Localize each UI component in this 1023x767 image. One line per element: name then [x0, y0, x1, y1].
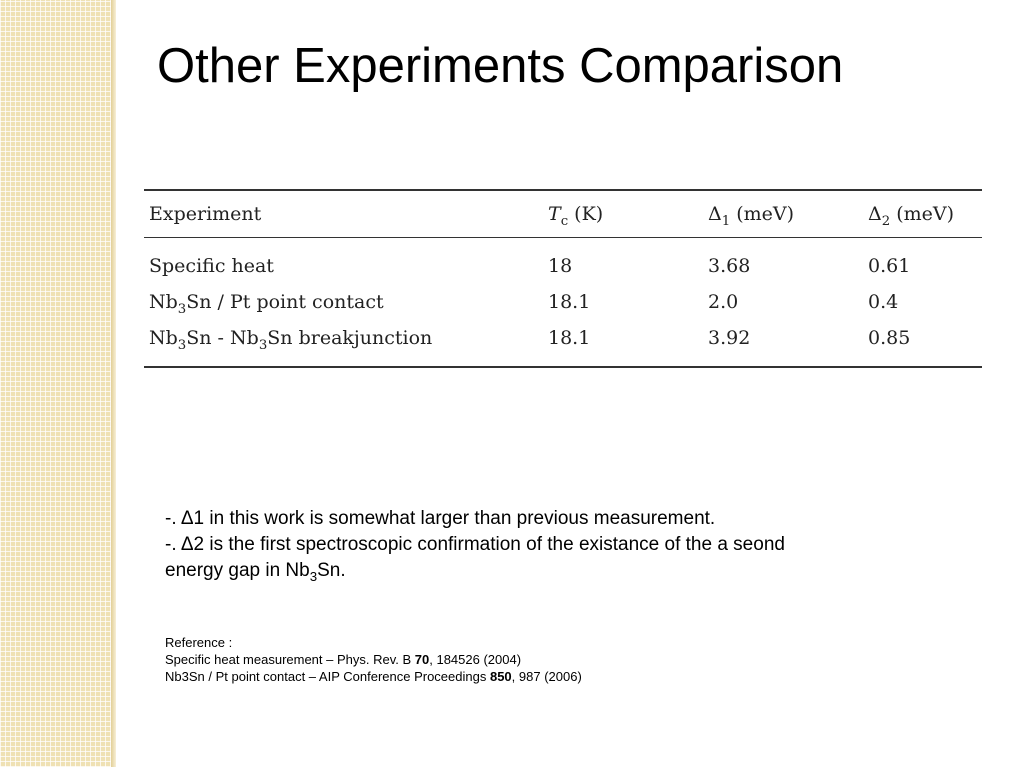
experiment-subscript: 3 [177, 337, 187, 353]
note-text: Sn. [317, 560, 346, 581]
reference-volume: 70 [414, 652, 430, 667]
note-text: -. Δ2 is the first spectroscopic confirmation of the existance of the a seond [165, 534, 785, 555]
header-delta1 [703, 190, 863, 238]
table-row [144, 284, 982, 320]
cell-experiment [144, 320, 543, 367]
reference-text: Specific heat measurement – Phys. Rev. B [165, 652, 415, 667]
cell-delta1: 3.92 [708, 327, 751, 349]
delta2-unit: (meV) [890, 203, 955, 225]
experiment-text: Sn / Pt point contact [186, 291, 384, 313]
reference-text: Nb3Sn / Pt point contact – AIP Conference Proceedings [165, 669, 490, 684]
experiment-subscript: 3 [258, 337, 268, 353]
cell-tc: 18 [548, 255, 573, 277]
note-text: energy gap in Nb [165, 560, 310, 581]
reference-item [165, 668, 965, 685]
reference-text: , 184526 (2004) [429, 652, 522, 667]
tc-subscript: c [560, 213, 569, 229]
cell-delta2: 0.61 [868, 255, 911, 277]
decorative-side-pattern [0, 0, 111, 767]
delta2-symbol: Δ [868, 203, 882, 225]
table-header-row [144, 190, 982, 238]
header-tc [543, 190, 703, 238]
cell-delta2: 0.4 [868, 291, 899, 313]
slide-title: Other Experiments Comparison [157, 39, 844, 93]
reference-label: Reference : [165, 635, 233, 650]
tc-symbol: T [548, 203, 561, 225]
table-row [144, 238, 982, 285]
note-line [165, 532, 955, 584]
table-row [144, 320, 982, 367]
cell-delta1: 2.0 [708, 291, 739, 313]
cell-delta2: 0.85 [868, 327, 911, 349]
header-delta2 [863, 190, 982, 238]
reference-block [165, 634, 965, 685]
experiment-text: Sn - Nb [186, 327, 259, 349]
experiment-text: Nb [149, 327, 178, 349]
cell-delta1: 3.68 [708, 255, 751, 277]
cell-tc: 18.1 [548, 327, 591, 349]
header-experiment: Experiment [149, 203, 262, 225]
reference-text: , 987 (2006) [511, 669, 582, 684]
note-line: -. Δ1 in this work is somewhat larger than previous measurement. [165, 508, 716, 529]
experiment-text: Nb [149, 291, 178, 313]
note-subscript: 3 [309, 568, 318, 584]
delta1-symbol: Δ [708, 203, 722, 225]
decorative-side-edge [111, 0, 116, 767]
experiment-comparison-table [144, 189, 982, 368]
cell-experiment: Specific heat [149, 255, 274, 277]
delta1-subscript: 1 [721, 213, 731, 229]
notes-block [165, 506, 955, 584]
cell-tc: 18.1 [548, 291, 591, 313]
experiment-subscript: 3 [177, 301, 187, 317]
delta2-subscript: 2 [881, 213, 891, 229]
cell-experiment [144, 284, 543, 320]
reference-item [165, 651, 965, 668]
delta1-unit: (meV) [730, 203, 795, 225]
reference-volume: 850 [489, 669, 512, 684]
tc-unit: (K) [568, 203, 604, 225]
experiment-text: Sn breakjunction [267, 327, 433, 349]
